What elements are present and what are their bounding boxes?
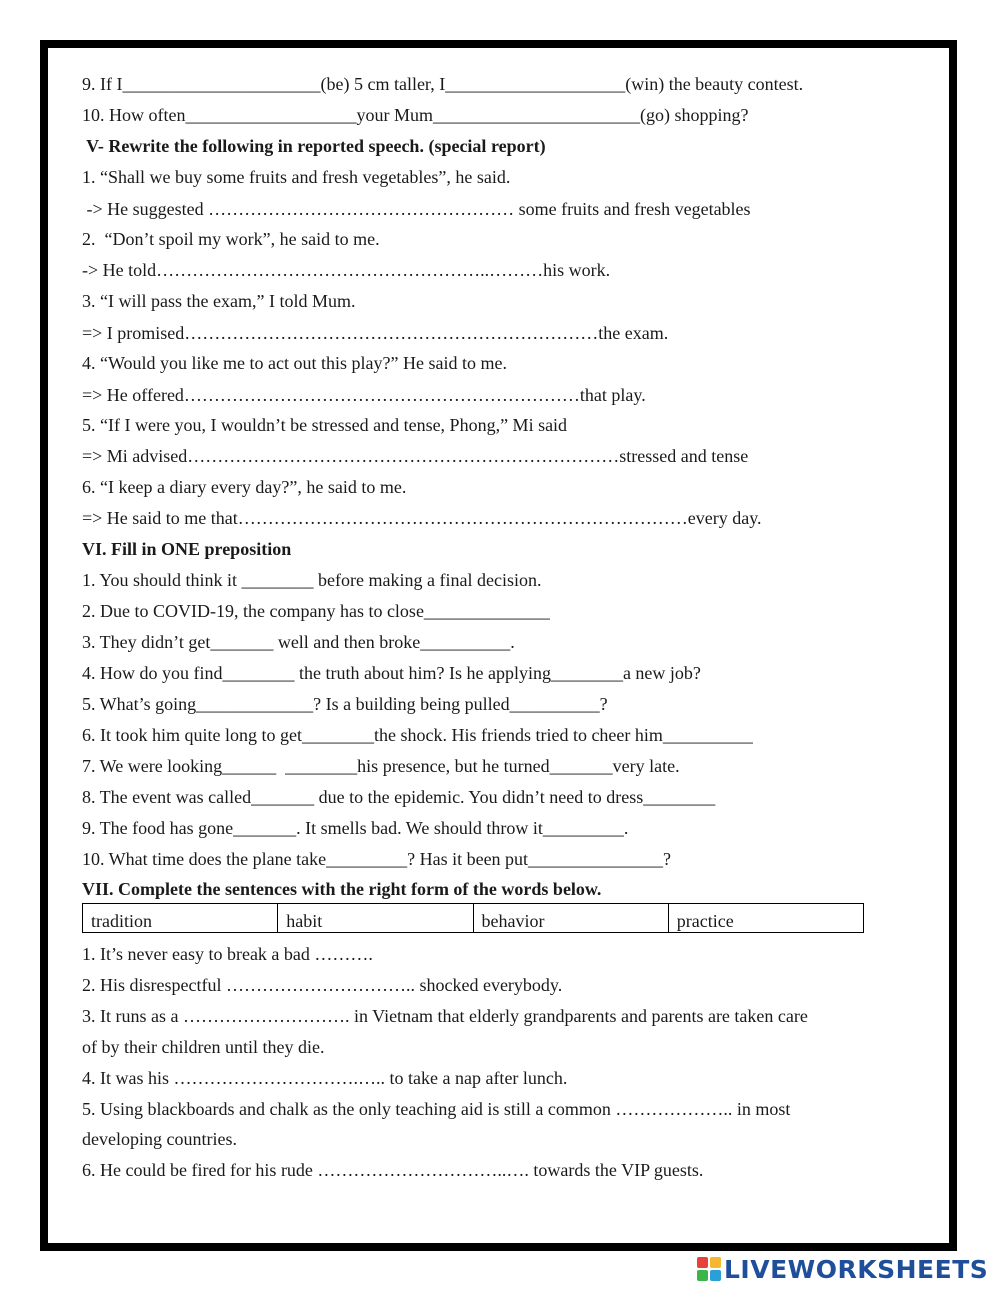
exercise-line: 1. It’s never easy to break a bad ………. [82,944,373,964]
exercise-line: 1. You should think it ________ before making a final decision. [82,570,542,590]
exercise-line: 6. He could be fired for his rude …………………………..…. towards the VIP guests. [82,1160,704,1180]
brand-name: LIVEWORKSHEETS [724,1254,989,1284]
exercise-line: 6. “I keep a diary every day?”, he said to me. [82,477,407,497]
logo-square [697,1257,708,1268]
exercise-line: 4. It was his ………………………….….. to take a nap after lunch. [82,1068,568,1088]
exercise-line: 1. “Shall we buy some fruits and fresh vegetables”, he said. [82,167,511,187]
liveworksheets-logo-icon [697,1257,721,1281]
exercise-line: 10. What time does the plane take_________? Has it been put_______________? [82,849,672,869]
section-heading: V- Rewrite the following in reported speech. (special report) [82,136,546,156]
word-box-cell: tradition [83,904,278,933]
section-heading: VI. Fill in ONE preposition [82,539,292,559]
exercise-line: 2. Due to COVID-19, the company has to close______________ [82,601,550,621]
exercise-line: 9. If I______________________(be) 5 cm taller, I____________________(win) the beauty contest. [82,74,804,94]
exercise-line: 8. The event was called_______ due to the epidemic. You didn’t need to dress________ [82,787,716,807]
exercise-line: 4. “Would you like me to act out this play?” He said to me. [82,353,507,373]
logo-square [710,1257,721,1268]
logo-square [697,1270,708,1281]
exercise-line: 2. “Don’t spoil my work”, he said to me. [82,229,380,249]
exercise-line: 7. We were looking______ ________his presence, but he turned_______very late. [82,756,680,776]
exercise-line: 6. It took him quite long to get________the shock. His friends tried to cheer him__________ [82,725,753,745]
liveworksheets-brand[interactable] [697,1254,988,1284]
exercise-line: => He said to me that…………………………………………………………………every day. [82,508,762,528]
exercise-line: 5. “If I were you, I wouldn’t be stressed and tense, Phong,” Mi said [82,415,568,435]
exercise-line: 3. “I will pass the exam,” I told Mum. [82,291,356,311]
exercise-line: 5. What’s going_____________? Is a building being pulled__________? [82,694,608,714]
word-box-cell: practice [668,904,863,933]
exercise-line: 3. It runs as a ………………………. in Vietnam that elderly grandparents and parents are taken care [82,1006,808,1026]
word-box-table [82,903,864,933]
exercise-line: of by their children until they die. [82,1037,325,1057]
logo-square [710,1270,721,1281]
word-box-cell: behavior [473,904,668,933]
exercise-line: 3. They didn’t get_______ well and then broke__________. [82,632,515,652]
exercise-line: 5. Using blackboards and chalk as the only teaching aid is still a common ……………….. in most [82,1099,791,1119]
exercise-line: => He offered…………………………………………………………that play. [82,385,646,405]
exercise-line: 9. The food has gone_______. It smells bad. We should throw it_________. [82,818,629,838]
exercise-line: => I promised……………………………………………………………the exam. [82,323,669,343]
section-heading: VII. Complete the sentences with the right form of the words below. [82,879,602,899]
exercise-line: 4. How do you find________ the truth about him? Is he applying________a new job? [82,663,701,683]
exercise-line: 2. His disrespectful ………………………….. shocked everybody. [82,975,563,995]
exercise-line: -> He told………………………………………………..………his work. [82,260,611,280]
exercise-line: => Mi advised………………………………………………………………stressed and tense [82,446,749,466]
exercise-line: 10. How often___________________your Mum_______________________(go) shopping? [82,105,749,125]
word-box-cell: habit [278,904,473,933]
exercise-line: -> He suggested …………………………………………… some fruits and fresh vegetables [82,199,751,219]
exercise-line: developing countries. [82,1129,237,1149]
